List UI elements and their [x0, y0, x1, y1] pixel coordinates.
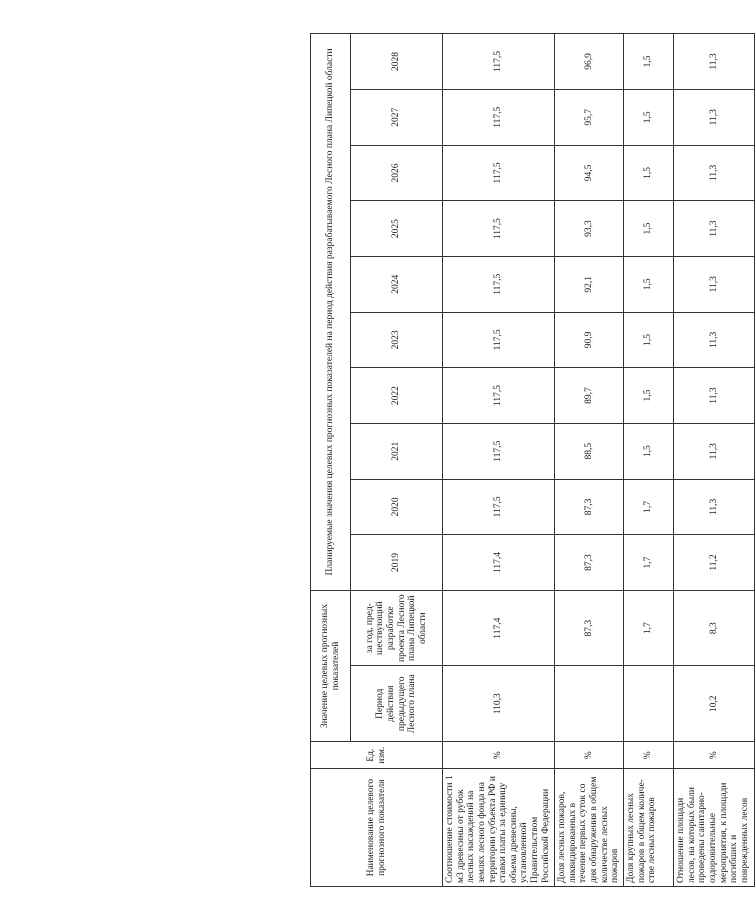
year-value: 117,5 [443, 145, 555, 201]
header-group-planned: Планируемые значения целевых прогнозных показателей на период действия разрабатываемого Лесного плана Липецкой области [311, 34, 351, 591]
year-value: 11,3 [674, 479, 755, 535]
year-value: 11,3 [674, 201, 755, 257]
header-year: 2026 [351, 145, 443, 201]
indicator-unit: % [674, 742, 755, 769]
year-value: 117,5 [443, 423, 555, 479]
table-row [555, 34, 624, 887]
header-unit: Ед. изм. [311, 742, 443, 769]
year-value: 90,9 [555, 312, 624, 368]
year-value: 89,7 [555, 368, 624, 424]
year-value: 1,5 [624, 201, 674, 257]
year-value: 117,5 [443, 256, 555, 312]
year-value: 88,5 [555, 423, 624, 479]
year-value: 93,3 [555, 201, 624, 257]
indicator-name: Доля крупных лесных пожаров в общем количе-стве лесных пожаров [624, 769, 674, 887]
indicator-unit: % [443, 742, 555, 769]
header-year: 2020 [351, 479, 443, 535]
header-year: 2028 [351, 34, 443, 90]
year-value: 11,3 [674, 34, 755, 90]
header-year: 2021 [351, 423, 443, 479]
table-row [443, 34, 555, 887]
forecast-indicators-table [310, 33, 755, 887]
header-indicator-name: Наименование целевого прогнозного показателя [311, 769, 443, 887]
year-value: 92,1 [555, 256, 624, 312]
year-value: 117,4 [443, 535, 555, 591]
year-value: 1,7 [624, 479, 674, 535]
year-value: 11,3 [674, 89, 755, 145]
prev-period-value: 10,2 [674, 666, 755, 742]
year-value: 1,5 [624, 89, 674, 145]
header-year: 2022 [351, 368, 443, 424]
year-value: 1,7 [624, 535, 674, 591]
header-group-values: Значение целевых прогнозных показателей [311, 590, 351, 741]
header-year: 2019 [351, 535, 443, 591]
header-year: 2023 [351, 312, 443, 368]
year-value: 96,9 [555, 34, 624, 90]
year-value: 11,3 [674, 256, 755, 312]
prev-year-value: 8,3 [674, 590, 755, 666]
header-year: 2024 [351, 256, 443, 312]
year-value: 117,5 [443, 479, 555, 535]
prev-period-value [555, 666, 624, 742]
prev-year-value: 87,3 [555, 590, 624, 666]
prev-period-value [624, 666, 674, 742]
year-value: 1,5 [624, 312, 674, 368]
year-value: 11,3 [674, 312, 755, 368]
table-row [624, 34, 674, 887]
indicator-unit: % [624, 742, 674, 769]
indicator-name: Соотношение стоимости 1 м3 древесины от рубок лесных насаждений на землях лесного фонда на территории субъекта РФ и ставки платы за единицу объема древесины, установленной Правительством Российской Федерации [443, 769, 555, 887]
year-value: 11,3 [674, 423, 755, 479]
year-value: 11,3 [674, 368, 755, 424]
year-value: 1,5 [624, 256, 674, 312]
rotated-table-container [310, 33, 754, 887]
indicator-name: Доля лесных пожаров, ликвидированных в течение первых суток со дня обнаружения в общем количестве лесных пожаров [555, 769, 624, 887]
year-value: 1,5 [624, 423, 674, 479]
year-value: 117,5 [443, 89, 555, 145]
header-prev-period: Период действия предыдущего Лесного плана [351, 666, 443, 742]
year-value: 117,5 [443, 312, 555, 368]
header-prev-year: за год, пред-шествующий разработке проекта Лесного плана Липецкой области [351, 590, 443, 666]
year-value: 1,5 [624, 34, 674, 90]
year-value: 87,3 [555, 535, 624, 591]
year-value: 117,5 [443, 34, 555, 90]
prev-year-value: 1,7 [624, 590, 674, 666]
year-value: 87,3 [555, 479, 624, 535]
year-value: 94,5 [555, 145, 624, 201]
header-year: 2025 [351, 201, 443, 257]
year-value: 95,7 [555, 89, 624, 145]
year-value: 11,2 [674, 535, 755, 591]
prev-period-value: 110,3 [443, 666, 555, 742]
indicator-name: Отношение площади лесов, на которых были проведены санитарно-оздоровительные мероприятия, к площади погибших и поврежденных лесов [674, 769, 755, 887]
year-value: 11,3 [674, 145, 755, 201]
year-value: 1,5 [624, 368, 674, 424]
table-row [674, 34, 755, 887]
year-value: 117,5 [443, 201, 555, 257]
year-value: 1,5 [624, 145, 674, 201]
year-value: 117,5 [443, 368, 555, 424]
header-year: 2027 [351, 89, 443, 145]
prev-year-value: 117,4 [443, 590, 555, 666]
indicator-unit: % [555, 742, 624, 769]
